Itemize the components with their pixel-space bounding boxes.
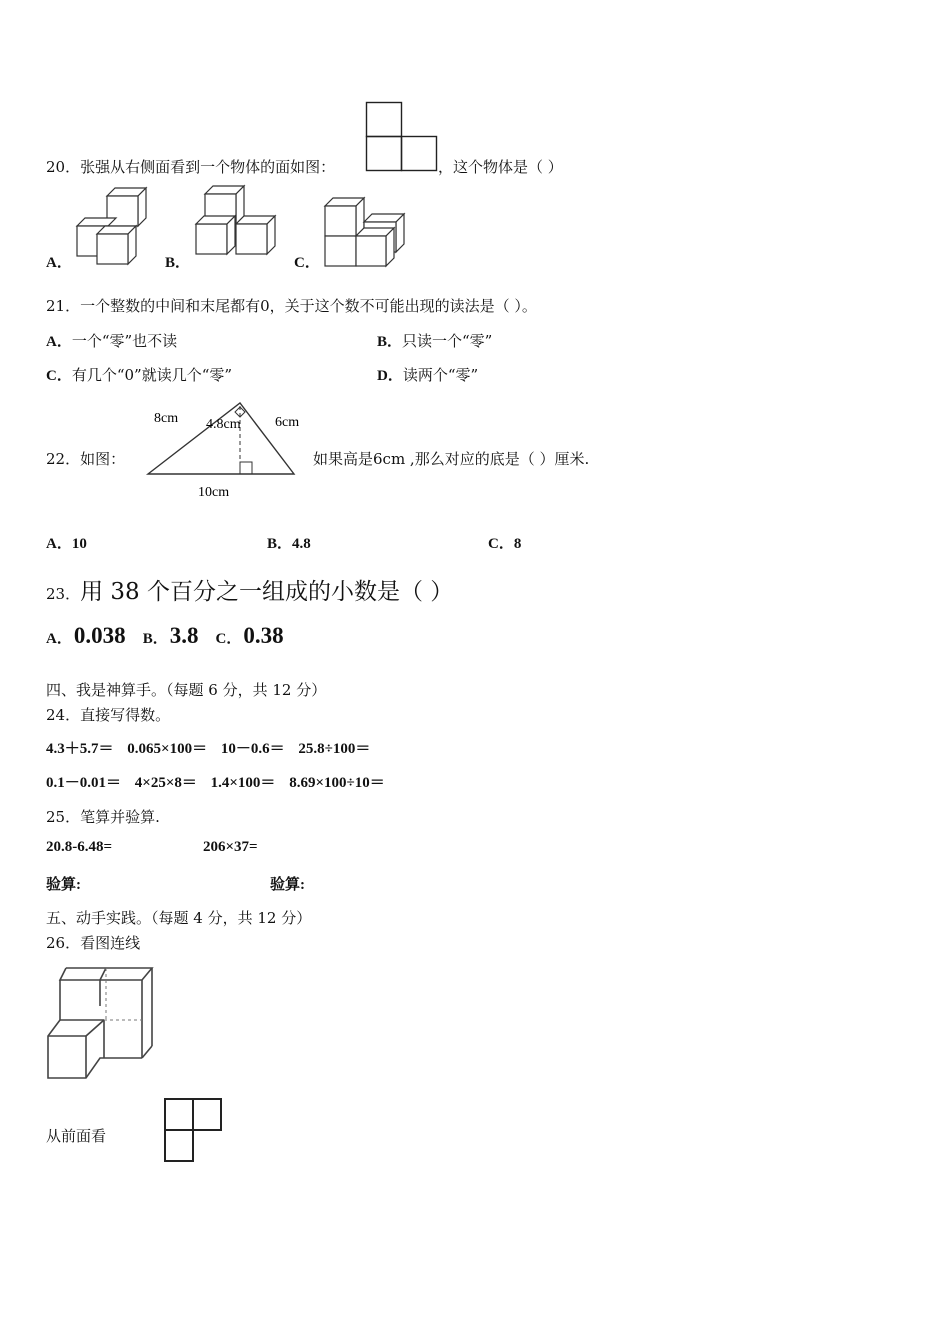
q21-option-d[interactable]: [377, 364, 478, 385]
q20-option-c-label[interactable]: C．: [294, 255, 320, 271]
q25-stem: [46, 806, 160, 827]
q20-option-b-cubes: [195, 186, 277, 266]
q24-expr: 10－0.6＝: [220, 741, 285, 757]
q26-front-view-figure: [164, 1098, 224, 1164]
q22-height-label: 4.8cm: [206, 417, 241, 432]
q21-option-a-text: 一个“零”也不读: [71, 332, 178, 350]
q24-row-2: [46, 771, 385, 792]
q22-option-c-text: 8: [513, 536, 522, 552]
q21-number: 21．: [46, 297, 81, 315]
q20-option-a-label[interactable]: A．: [46, 255, 72, 271]
q23-options: [46, 623, 284, 649]
q20-text-after: ，这个物体是（ ）: [438, 158, 563, 176]
q20-side-view-figure: [366, 102, 438, 172]
q23-number: 23．: [46, 585, 81, 603]
q24-expr: 0.065×100＝: [127, 741, 208, 757]
q22-left-side-label: 8cm: [154, 411, 179, 426]
q21-option-b-label: B．: [377, 334, 403, 350]
q21-stem: [46, 295, 537, 316]
q20-option-c-cubes: [324, 194, 408, 268]
q25-problem-1: 20.8-6.48=: [46, 839, 113, 855]
q21-option-c-label: C．: [46, 368, 72, 384]
q21-option-b-text: 只读一个“零”: [402, 332, 493, 350]
q23-option-c-label[interactable]: C．: [215, 631, 242, 647]
q25-check-2: 验算:: [270, 877, 305, 893]
q22-option-a-text: 10: [71, 536, 87, 552]
q21-option-d-label: D．: [377, 368, 403, 384]
q20-text-before: 张强从右侧面看到一个物体的面如图：: [80, 158, 336, 176]
q22-base-label: 10cm: [198, 485, 230, 500]
q24-row-1: [46, 737, 370, 758]
q22-text: 如果高是6cm ,那么对应的底是（ ）厘米.: [313, 450, 590, 468]
q25-check-1: 验算:: [46, 877, 81, 893]
q22-option-b-text: 4.8: [292, 536, 311, 552]
q24-expr: 0.1－0.01＝: [46, 775, 122, 791]
q21-option-c[interactable]: [46, 364, 232, 385]
section5-heading: 五、动手实践。（每题 4 分，共 12 分）: [46, 909, 312, 927]
q20-option-b-label[interactable]: B．: [165, 255, 191, 271]
q26-front-view-label: 从前面看: [46, 1127, 107, 1145]
q24-expr: 8.69×100÷10＝: [289, 775, 385, 791]
q21-option-b[interactable]: [377, 330, 492, 351]
q24-expr: 25.8÷100＝: [298, 741, 371, 757]
q24-stem: [46, 704, 170, 725]
q21-option-d-text: 读两个“零”: [402, 366, 479, 384]
q26-solid-figure: [46, 966, 156, 1080]
q25-text: 笔算并验算.: [80, 808, 160, 826]
q22-triangle-figure: [140, 400, 320, 504]
q22-number: 22．: [46, 450, 81, 468]
q22-option-c-label: C．: [488, 536, 514, 552]
q22-option-b[interactable]: [267, 532, 311, 553]
q20-option-a-cubes: [76, 186, 150, 266]
q24-number: 24．: [46, 706, 81, 724]
q23-stem: [46, 573, 453, 606]
q24-expr: 4.3＋5.7＝: [46, 741, 114, 757]
q21-text: 一个整数的中间和末尾都有0，关于这个数不可能出现的读法是（ ）。: [80, 297, 537, 315]
q26-text: 看图连线: [80, 934, 141, 952]
q21-option-a[interactable]: [46, 330, 177, 351]
q22-prefix-text: 如图：: [80, 450, 126, 468]
q23-option-c-text[interactable]: 0.38: [243, 623, 284, 648]
q22-right-side-label: 6cm: [275, 415, 300, 430]
q22-option-b-label: B．: [267, 536, 293, 552]
section4-heading: 四、我是神算手。（每题 6 分，共 12 分）: [46, 681, 327, 699]
q20-number: 20．: [46, 158, 81, 176]
q22-option-a[interactable]: [46, 532, 87, 553]
q23-text: 用 38 个百分之一组成的小数是（ ）: [80, 579, 454, 605]
q23-option-b-text[interactable]: 3.8: [169, 623, 199, 648]
q22-option-a-label: A．: [46, 536, 72, 552]
q25-number: 25．: [46, 808, 81, 826]
q23-option-b-label[interactable]: B．: [142, 631, 168, 647]
q26-stem: [46, 932, 140, 953]
q24-text: 直接写得数。: [80, 706, 171, 724]
q22-prefix: [46, 448, 125, 469]
q24-expr: 4×25×8＝: [134, 775, 197, 791]
q26-number: 26．: [46, 934, 81, 952]
q23-option-a-label[interactable]: A．: [46, 631, 72, 647]
q21-option-a-label: A．: [46, 334, 72, 350]
q20-stem: [46, 156, 335, 177]
q25-problem-2: 206×37=: [203, 839, 258, 855]
q21-option-c-text: 有几个“0”就读几个“零”: [71, 366, 233, 384]
q22-option-c[interactable]: [488, 532, 521, 553]
q24-expr: 1.4×100＝: [210, 775, 276, 791]
q23-option-a-text[interactable]: 0.038: [73, 623, 126, 648]
